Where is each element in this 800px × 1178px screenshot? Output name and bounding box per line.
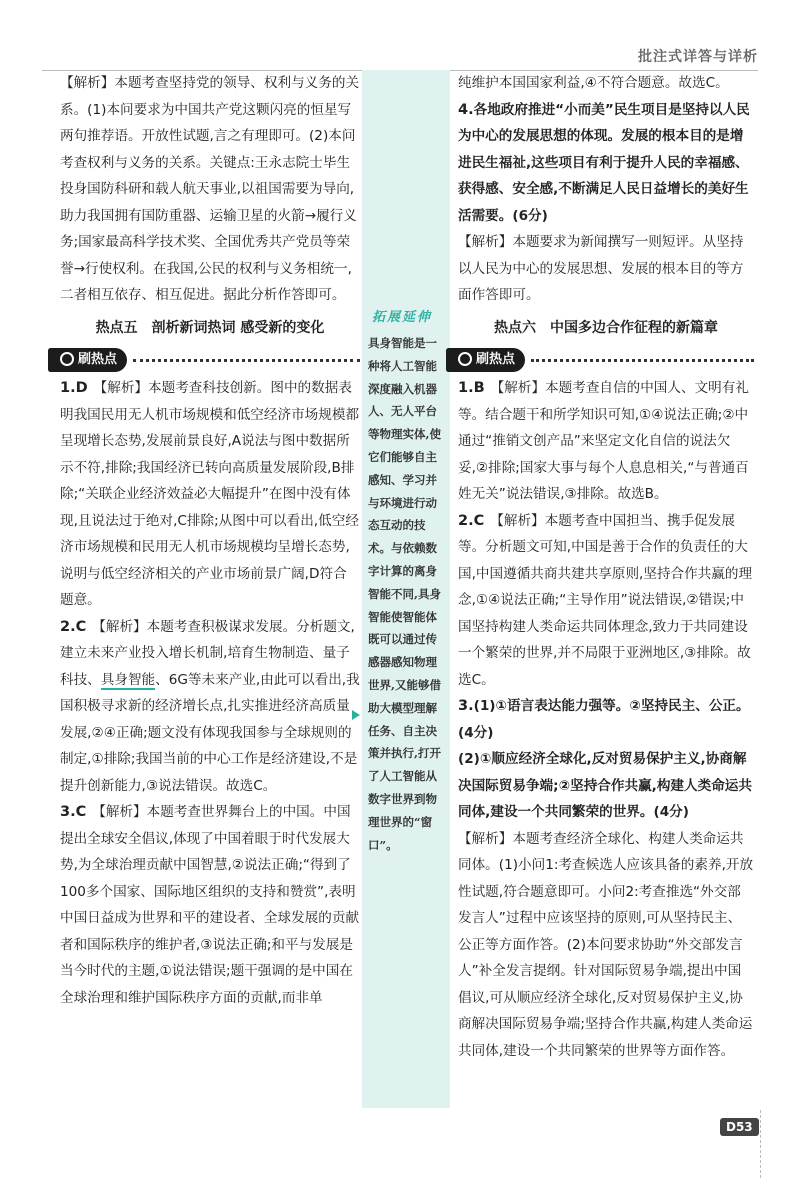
- right-q2: 2.C 【解析】本题考查中国担当、携手促发展等。分析题文可知,中国是善于合作的负责任的大国,中国遵循共商共建共享原则,坚持合作共赢的理念,①④说法正确;“主导作用”说法错误,②错误;中国坚持构建人类命运共同体理念,致力于共同建设一个繁荣的世界,并不局限于亚洲地区,③排除。故选C。: [458, 512, 753, 688]
- page-corner-decoration: [760, 1110, 800, 1178]
- pointer-arrow-icon: [352, 710, 360, 720]
- term-highlight: 具身智能: [100, 671, 156, 688]
- page-number: D53: [720, 1118, 759, 1136]
- left-column: [60, 70, 360, 1011]
- extension-sidebar: [362, 70, 450, 1108]
- brush-banner-left: [48, 347, 360, 373]
- answer-letter: B: [473, 380, 485, 396]
- right-q1: 1.B 【解析】本题考查自信的中国人、文明有礼等。结合题干和所学知识可知,①④说法正确;②中通过“推销文创产品”来坚定文化自信的说法欠妥,②排除;国家大事与每个人息息相关,“与普通百姓无关”说法错误,③排除。故选B。: [458, 380, 749, 502]
- dotted-divider: [133, 359, 360, 362]
- right-continuation: 纯维护本国国家利益,④不符合题意。故选C。: [458, 75, 729, 91]
- answer-letter: D: [75, 380, 88, 396]
- brush-banner-right: [446, 347, 754, 373]
- section-title-6: 热点六 中国多边合作征程的新篇章: [494, 319, 718, 336]
- section-title-5: 热点五 剖析新词热词 感受新的变化: [95, 319, 325, 336]
- left-q2: 2.C 【解析】本题考查积极谋求发展。分析题文,建立未来产业投入增长机制,培育生物制造、量子科技、具身智能、6G等未来产业,由此可以看出,我国积极寻求新的经济增长点,扎实推进经济高质量发展,②④正确;题文没有体现我国参与全球规则的制定,①排除;我国当前的中心工作是经济建设,不是提升创新能力,③说法错误。故选C。: [60, 618, 360, 794]
- sidebar-title: 拓展延伸: [372, 310, 433, 325]
- right-q3: 3.(1)①语言表达能力强等。②坚持民主、公正。(4分): [458, 698, 750, 741]
- right-q3-analysis: 【解析】本题考查经济全球化、构建人类命运共同体。(1)小问1:考查候选人应该具备的素养,开放性试题,符合题意即可。小问2:考查推选“外交部发言人”过程中应该坚持的原则,可从坚持民主、公正等方面作答。(2)本问要求协助“外交部发言人”补全发言提纲。针对国际贸易争端,提出中国倡议,可从顺应经济全球化,反对贸易保护主义,协商解决国际贸易争端;坚持合作共赢,构建人类命运共同体,建设一个共同繁荣的世界等方面作答。: [458, 830, 754, 1059]
- page-header-title: 批注式详答与详析: [638, 49, 758, 65]
- answer-letter: C: [473, 512, 485, 529]
- right-q4-analysis: 【解析】本题要求为新闻撰写一则短评。从坚持以人民为中心的发展思想、发展的根本目的等方面作答即可。: [458, 234, 744, 303]
- answer-letter: C: [75, 618, 87, 635]
- sidebar-text: 具身智能是一种将人工智能深度融入机器人、无人平台等物理实体,使它们能够自主感知、学习并与环境进行动态互动的技术。与依赖数字计算的离身智能不同,具身智能使智能体既可以通过传感器感知物理世界,又能够借助大模型理解任务、自主决策并执行,打开了人工智能从数字世界到物理世界的“窗口”。: [368, 336, 442, 852]
- right-q3-part2: (2)①顺应经济全球化,反对贸易保护主义,协商解决国际贸易争端;②坚持合作共赢,构建人类命运共同体,建设一个共同繁荣的世界。(4分): [458, 751, 752, 820]
- left-q3: 3.C 【解析】本题考查世界舞台上的中国。中国提出全球安全倡议,体现了中国着眼于时代发展大势,为全球治理贡献中国智慧,②说法正确;“得到了100多个国家、国际地区组织的支持和赞赏”,表明中国日益成为世界和平的建设者、全球发展的贡献者和国际秩序的维护者,③说法正确;和平与发展是当今时代的主题,①说法错误;题干强调的是中国在全球治理和维护国际秩序方面的贡献,而非单: [60, 804, 360, 1006]
- brush-label: 刷热点: [446, 348, 525, 372]
- intro-analysis: 【解析】本题考查坚持党的领导、权利与义务的关系。(1)本问要求为中国共产党这颗闪亮的恒星写两句推荐语。开放性试题,言之有理即可。(2)本问考查权利与义务的关系。关键点:王永志院士毕生投身国防科研和载人航天事业,以祖国需要为导向,助力我国拥有国防重器、运输卫星的火箭→履行义务;国家最高科学技术奖、全国优秀共产党员等荣誉→行使权利。在我国,公民的权利与义务相统一,二者相互依存、相互促进。据此分析作答即可。: [60, 75, 360, 303]
- left-q1: 1.D 【解析】本题考查科技创新。图中的数据表明我国民用无人机市场规模和低空经济市场规模都呈现增长态势,发展前景良好,A说法与图中数据所示不符,排除;我国经济已转向高质量发展阶段,B排除;“关联企业经济效益必大幅提升”在图中没有体现,且说法过于绝对,C排除;从图中可以看出,低空经济市场规模和民用无人机市场规模均呈增长态势,说明与低空经济相关的产业市场前景广阔,D符合题意。: [60, 380, 360, 608]
- answer-letter: C: [75, 804, 87, 820]
- right-column: [458, 70, 754, 1064]
- brush-icon: [458, 352, 472, 366]
- brush-icon: [60, 352, 74, 366]
- brush-label: 刷热点: [48, 348, 127, 372]
- right-q4: 4.各地政府推进“小而美”民生项目是坚持以人民为中心的发展思想的体现。发展的根本目的是增进民生福祉,这些项目有利于提升人民的幸福感、获得感、安全感,不断满足人民日益增长的美好生活需要。(6分): [458, 101, 750, 224]
- dotted-divider: [531, 359, 754, 362]
